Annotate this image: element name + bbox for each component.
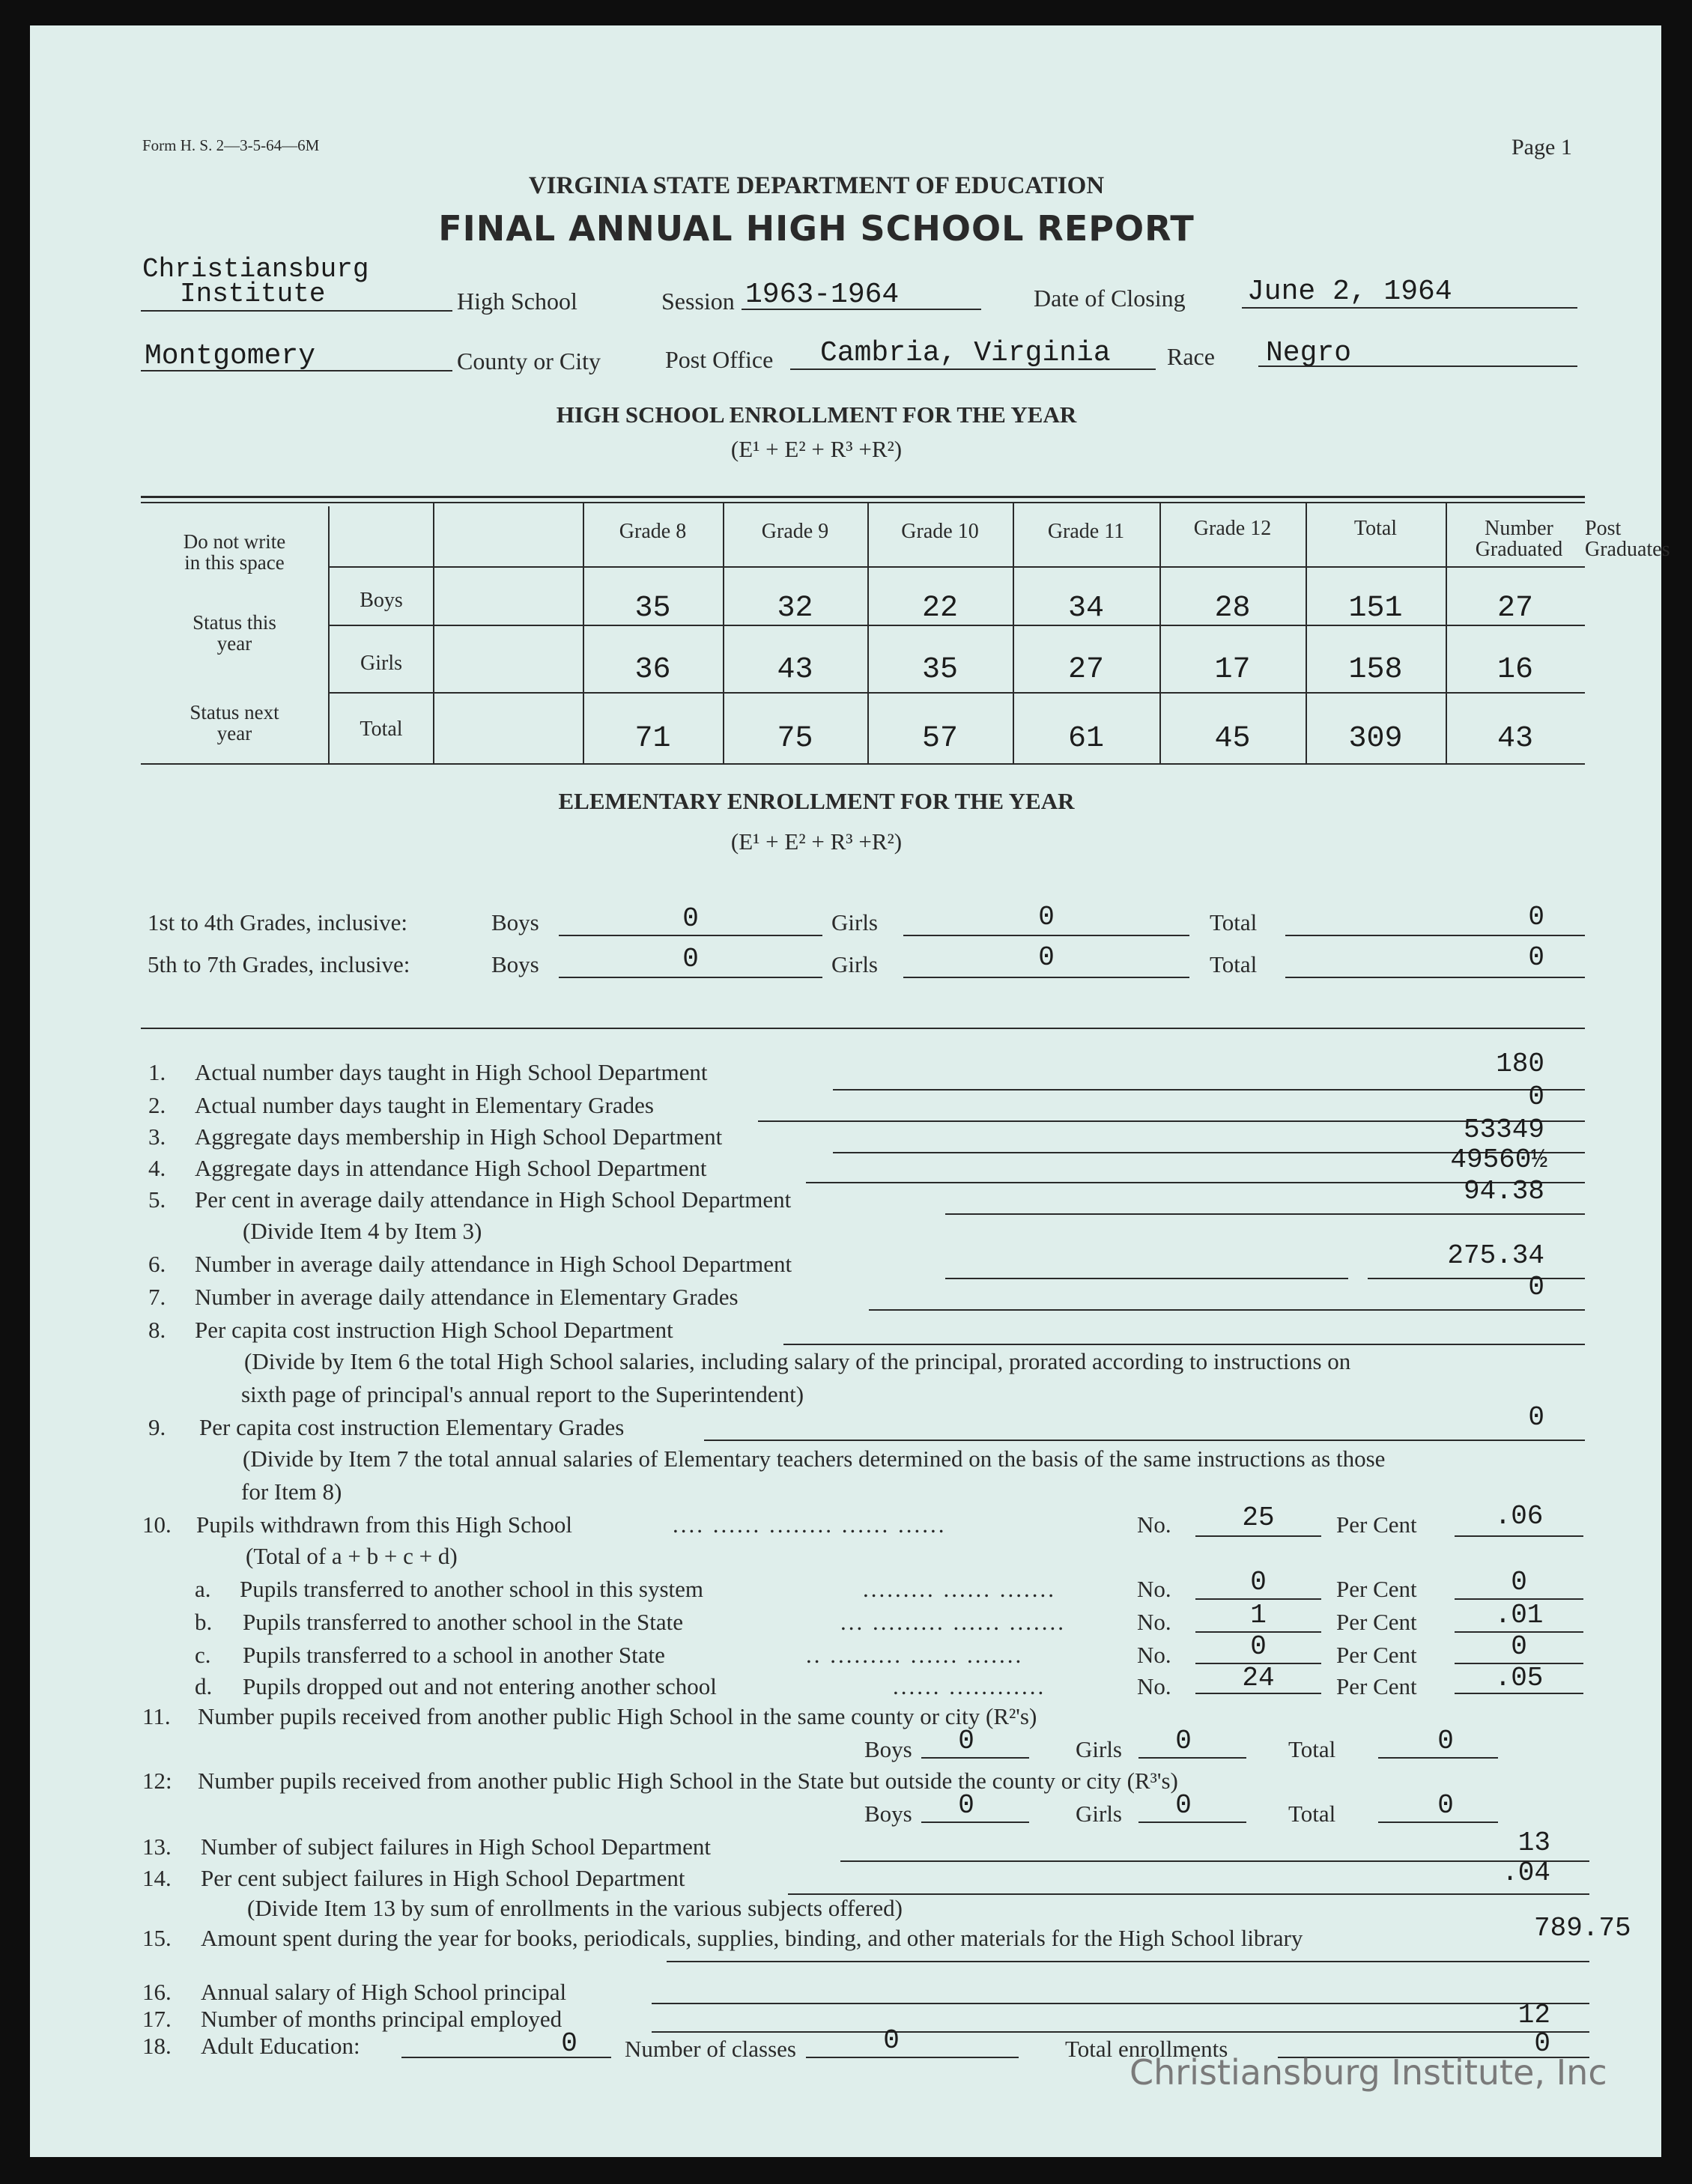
- elem-row1-girls-line: [903, 935, 1189, 936]
- item11-num: 11.: [142, 1703, 171, 1729]
- item8-num: 8.: [148, 1317, 166, 1343]
- item4-value: 49560½: [1450, 1144, 1547, 1175]
- item18-label: Adult Education:: [201, 2033, 360, 2059]
- item5-note: (Divide Item 4 by Item 3): [243, 1218, 482, 1244]
- total-total: 309: [1348, 722, 1403, 756]
- girls-total: 158: [1348, 653, 1403, 687]
- school-name-line1: Christiansburg: [142, 254, 369, 285]
- item8-note1: (Divide by Item 6 the total High School salaries, including salary of the principal, prorated according to instructions on: [244, 1348, 1351, 1374]
- item12-boys-label: Boys: [864, 1801, 912, 1827]
- item16-num: 16.: [142, 1979, 172, 2005]
- elem-row1-boys-label: Boys: [491, 909, 539, 935]
- item12-total-label: Total: [1288, 1801, 1336, 1827]
- item10b-label: Pupils transferred to another school in the State: [243, 1609, 684, 1635]
- elem-row1-boys: 0: [682, 903, 699, 934]
- item10-pc-line: [1455, 1535, 1583, 1537]
- elem-row1-boys-line: [559, 935, 822, 936]
- school-label: High School: [457, 288, 577, 315]
- item10c-no-label: No.: [1137, 1642, 1171, 1668]
- boys-grade-8: 35: [634, 592, 671, 625]
- item15-value: 789.75: [1534, 1913, 1631, 1944]
- section-divider: [141, 1028, 1585, 1029]
- item10c-letter: c.: [195, 1642, 211, 1668]
- item10d-dots: ...... ............: [893, 1673, 1046, 1699]
- girls-grade-11: 27: [1067, 653, 1104, 687]
- item9-label: Per capita cost instruction Elementary Grades: [199, 1414, 625, 1440]
- item10a-letter: a.: [195, 1576, 211, 1602]
- item10b-letter: b.: [195, 1609, 213, 1635]
- row-label-girls: Girls: [360, 652, 402, 675]
- elem-row2-girls: 0: [1038, 942, 1055, 973]
- side-note-line1: Do not write: [183, 530, 286, 553]
- elem-row2-boys-label: Boys: [491, 951, 539, 977]
- closing-underline: [1242, 307, 1577, 309]
- item10a-label: Pupils transferred to another school in this system: [240, 1576, 704, 1602]
- item10c-no-value: 0: [1250, 1631, 1267, 1662]
- row-label-boys: Boys: [360, 589, 403, 612]
- item10c-label: Pupils transferred to a school in another State: [243, 1642, 665, 1668]
- item18-enroll-value: 0: [1534, 2028, 1550, 2059]
- school-name-line2: Institute: [180, 279, 326, 309]
- item10d-no-value: 24: [1242, 1663, 1275, 1693]
- item1-value: 180: [1496, 1049, 1544, 1079]
- item12-total-line: [1378, 1821, 1498, 1823]
- item15-line: [667, 1961, 1589, 1962]
- item6-value: 275.34: [1447, 1240, 1544, 1271]
- item8-label: Per capita cost instruction High School Department: [195, 1317, 673, 1343]
- item15-num: 15.: [142, 1925, 172, 1951]
- col-grade-8: Grade 8: [619, 520, 687, 543]
- item10b-no-value: 1: [1250, 1600, 1267, 1631]
- girls-grade-9: 43: [777, 653, 813, 687]
- item8-note2: sixth page of principal's annual report to the Superintendent): [241, 1381, 804, 1407]
- item13-num: 13.: [142, 1833, 172, 1860]
- item3-value: 53349: [1463, 1114, 1544, 1145]
- department-heading: VIRGINIA STATE DEPARTMENT OF EDUCATION: [528, 172, 1105, 199]
- elem-enrollment-title: ELEMENTARY ENROLLMENT FOR THE YEAR: [558, 788, 1075, 814]
- item8-line: [783, 1344, 1585, 1345]
- item10-label: Pupils withdrawn from this High School: [196, 1511, 573, 1538]
- item10-note: (Total of a + b + c + d): [246, 1543, 458, 1569]
- item12-girls-label: Girls: [1076, 1801, 1122, 1827]
- item12-boys-value: 0: [958, 1790, 974, 1821]
- school-underline: [141, 310, 452, 312]
- col-grade-12: Grade 12: [1193, 517, 1272, 540]
- item14-note: (Divide Item 13 by sum of enrollments in the various subjects offered): [247, 1895, 903, 1921]
- item11-total-line: [1378, 1757, 1498, 1759]
- elem-row2-girls-line: [903, 977, 1189, 978]
- item10d-pc-value: .05: [1494, 1663, 1544, 1693]
- girls-grade-10: 35: [921, 653, 958, 687]
- item10c-dots: .. ......... ...... .......: [806, 1642, 1024, 1668]
- elem-enrollment-formula: (E¹ + E² + R³ +R²): [730, 828, 903, 855]
- item5-line: [945, 1213, 1585, 1215]
- item15-label: Amount spent during the year for books, periodicals, supplies, binding, and other materials for the High School library: [201, 1925, 1303, 1951]
- item7-line: [869, 1309, 1585, 1311]
- race-underline: [1258, 365, 1577, 367]
- item9-line: [704, 1440, 1585, 1441]
- item18-enroll-label: Total enrollments: [1065, 2036, 1228, 2062]
- row-label-total: Total: [360, 718, 403, 741]
- item9-num: 9.: [148, 1414, 166, 1440]
- boys-grade-9: 32: [777, 592, 813, 625]
- item10-no-value: 25: [1242, 1502, 1275, 1533]
- item10c-pc-value: 0: [1511, 1631, 1527, 1662]
- county-label: County or City: [457, 348, 601, 374]
- item10d-no-label: No.: [1137, 1673, 1171, 1699]
- item7-num: 7.: [148, 1284, 166, 1310]
- elem-row2-total: 0: [1528, 942, 1544, 973]
- item10c-pc-label: Per Cent: [1336, 1642, 1417, 1668]
- elem-row2-total-label: Total: [1210, 951, 1258, 977]
- item16-label: Annual salary of High School principal: [201, 1979, 567, 2005]
- county-value: Montgomery: [145, 340, 316, 372]
- girls-row-rule: [330, 692, 1585, 694]
- item7-label: Number in average daily attendance in Elementary Grades: [195, 1284, 739, 1310]
- item18-classes-line: [806, 2057, 1019, 2058]
- item10-pc-label: Per Cent: [1336, 1511, 1417, 1538]
- boys-grade-12: 28: [1214, 592, 1251, 625]
- item10-no-label: No.: [1137, 1511, 1171, 1538]
- item10d-letter: d.: [195, 1673, 213, 1699]
- item10a-pc-value: 0: [1511, 1567, 1527, 1598]
- item2-label: Actual number days taught in Elementary Grades: [195, 1092, 654, 1118]
- item3-num: 3.: [148, 1123, 166, 1150]
- table-top-rule-2: [141, 502, 1585, 503]
- item14-label: Per cent subject failures in High School Department: [201, 1865, 685, 1891]
- session-underline: [742, 309, 981, 310]
- col-total: Total: [1353, 517, 1398, 540]
- item6-line-left: [945, 1278, 1348, 1279]
- elem-row1-total-label: Total: [1210, 909, 1258, 935]
- item10-no-line: [1195, 1535, 1321, 1537]
- elem-row2-boys-line: [559, 977, 822, 978]
- item12-num: 12:: [142, 1768, 172, 1794]
- item11-total-label: Total: [1288, 1736, 1336, 1762]
- elem-row2-boys: 0: [682, 944, 699, 974]
- item17-label: Number of months principal employed: [201, 2006, 563, 2032]
- total-grade-11: 61: [1067, 722, 1104, 756]
- post-office-underline: [790, 368, 1156, 370]
- item18-num: 18.: [142, 2033, 172, 2059]
- boys-grade-10: 22: [921, 592, 958, 625]
- post-office-label: Post Office: [665, 346, 774, 373]
- col-grade-10: Grade 10: [901, 520, 979, 543]
- item13-value: 13: [1517, 1827, 1550, 1858]
- item11-boys-label: Boys: [864, 1736, 912, 1762]
- total-grade-8: 71: [634, 722, 671, 756]
- col-grade-9: Grade 9: [761, 520, 829, 543]
- item9-note1: (Divide by Item 7 the total annual salaries of Elementary teachers determined on the basis of the same instructions as those: [243, 1446, 1386, 1472]
- item7-value: 0: [1528, 1272, 1544, 1302]
- item10-pc-value: .06: [1494, 1501, 1544, 1532]
- form-code: Form H. S. 2—3-5-64—6M: [142, 136, 320, 154]
- item5-value: 94.38: [1463, 1176, 1544, 1207]
- col-graduated-line1: Number: [1485, 517, 1553, 540]
- elem-row2-total-line: [1285, 977, 1585, 978]
- status-next-line2: year: [216, 722, 252, 744]
- status-next-line1: Status next: [189, 701, 279, 724]
- hs-enrollment-title: HIGH SCHOOL ENROLLMENT FOR THE YEAR: [556, 401, 1077, 428]
- elem-row1-girls-label: Girls: [831, 909, 878, 935]
- table-bottom-rule: [141, 763, 1585, 765]
- item11-boys-line: [921, 1757, 1029, 1759]
- race-label: Race: [1167, 343, 1215, 370]
- watermark: Christiansburg Institute, Inc: [1129, 2052, 1607, 2093]
- item12-girls-line: [1138, 1821, 1246, 1823]
- side-note-line2: in this space: [184, 551, 285, 574]
- report-title: FINAL ANNUAL HIGH SCHOOL REPORT: [438, 208, 1195, 249]
- item2-value: 0: [1528, 1082, 1544, 1112]
- item9-note2: for Item 8): [241, 1478, 342, 1505]
- elem-row1-label: 1st to 4th Grades, inclusive:: [148, 909, 407, 935]
- item12-label: Number pupils received from another public High School in the State but outside the county or city (R³'s): [198, 1768, 1178, 1794]
- item11-label: Number pupils received from another public High School in the same county or city (R²'s): [198, 1703, 1037, 1729]
- item3-label: Aggregate days membership in High School Department: [195, 1123, 723, 1150]
- item18-classes-label: Number of classes: [625, 2036, 796, 2062]
- item17-value: 12: [1517, 2000, 1550, 2030]
- item11-total-value: 0: [1437, 1726, 1454, 1756]
- race-value: Negro: [1266, 337, 1352, 369]
- elem-row1-total-line: [1285, 935, 1585, 936]
- item5-label: Per cent in average daily attendance in High School Department: [195, 1186, 792, 1213]
- total-grade-10: 57: [921, 722, 958, 756]
- item12-boys-line: [921, 1821, 1029, 1823]
- col-graduated-line2: Graduated: [1475, 538, 1563, 561]
- item18-value: 0: [561, 2028, 577, 2059]
- status-this-line1: Status this: [192, 611, 276, 634]
- county-underline: [141, 370, 452, 371]
- item10b-no-label: No.: [1137, 1609, 1171, 1635]
- item10d-pc-label: Per Cent: [1336, 1673, 1417, 1699]
- item12-girls-value: 0: [1175, 1790, 1192, 1821]
- item11-girls-value: 0: [1175, 1726, 1192, 1756]
- col-grade-11: Grade 11: [1047, 520, 1125, 543]
- item18-classes-value: 0: [883, 2025, 900, 2056]
- item6-num: 6.: [148, 1251, 166, 1277]
- boys-total: 151: [1348, 592, 1403, 625]
- item10-dots: .... ...... ........ ...... ......: [673, 1511, 947, 1538]
- item14-num: 14.: [142, 1865, 172, 1891]
- item10a-no-value: 0: [1250, 1567, 1267, 1598]
- status-this-line2: year: [216, 632, 252, 655]
- item11-boys-value: 0: [958, 1726, 974, 1756]
- item10a-dots: ......... ...... .......: [863, 1576, 1056, 1602]
- item10b-pc-label: Per Cent: [1336, 1609, 1417, 1635]
- session-label: Session: [661, 288, 735, 315]
- report-page: Form H. S. 2—3-5-64—6M Page 1 VIRGINIA STATE DEPARTMENT OF EDUCATION FINAL ANNUAL HIGH SCHOOL REPORT Christiansburg Institute High School Session 1963-1964 Date of Closing June 2, 1964 Montgomery County or City Post Office Cambria, Virginia Race Negro HIGH SCHOOL ENROLLMENT FOR THE YEAR (E¹ + E² + R³ +R²) Do not write in this space Status this year Status next year Grade 8 Grade 9 Grade 10 Grade 11 Grade 12 Total Number Graduated Post Graduates Boys Girls Total 35 32 22 34 28 151 27 36 43 35 27 17 158 16 71 75 57 61 45 309 43 ELEMENTARY ENROLLMENT FOR THE YEAR (E¹ + E² + R³ +R²) 1st to 4th Grades, inclusive: Boys 0 Girls 0 Total 0 5th to 7th Grades, inclusive: Boys 0 Girls 0 Total 0 1. Actual number days taught in High School Department 180 2. Actual number days taught in Elementary Grades 0 3. Aggregate days membership in High School Department 53349 4. Aggregate days in attendance High School Department 49560½ 5. Per cent in average daily attendance in High School Department 94.38 (Divide Item 4 by Item 3) 6. Number in average daily attendance in High School Department 275.34 7. Number in average daily attendance in Elementary Grades 0 8. Per capita cost instruction High School Department (Divide by Item 6 the total High School salaries, including salary of the principal, prorated according to instructions on sixth page of principal's annual report to the Superintendent) 9. Per capita cost instruction Elementary Grades 0 (Divide by Item 7 the total annual salaries of Elementary teachers determined on the basis of the same instructions as those for Item 8) 10. Pupils withdrawn from this High School .... ...... ........ ...... ...... No. 25 Per Cent .06 (Total of a + b + c + d) a. Pupils transferred to another school in this system ......... ...... ....... No. 0 Per Cent 0 b. Pupils transferred to another school in the State ... ......... ...... ....... No. 1 Per Cent .01 c. Pupils transferred to a school in another State .. ......... ...... ....... No. 0 Per Cent 0 d. Pupils dropped out and not entering another school ...... ............ No. 24 Per Cent .05 11. Number pupils received from another public High School in the same county or city (R²'s) Boys 0 Girls 0 Total 0 12: Number pupils received from another public High School in the State but outside the county or city (R³'s) Boys 0 Girls 0 Total 0 13. Number of subject failures in High School Department 13 14. Per cent subject failures in High School Department .04 (Divide Item 13 by sum of enrollments in the various subjects offered) 15. Amount spent during the year for books, periodicals, supplies, binding, and other materials for the High School library 789.75 16. Annual salary of High School principal 17. Number of months principal employed 12 18. Adult Education: 0 Number of classes 0 Total enrollments 0 Christiansburg Institute, Inc: [30, 25, 1661, 2157]
- table-vline-label: [433, 503, 434, 765]
- item4-label: Aggregate days in attendance High School Department: [195, 1155, 707, 1181]
- girls-graduated: 16: [1497, 653, 1533, 687]
- item14-value: .04: [1502, 1857, 1550, 1888]
- item12-total-value: 0: [1437, 1790, 1454, 1821]
- total-grade-9: 75: [777, 722, 813, 756]
- total-graduated: 43: [1497, 722, 1533, 756]
- item5-num: 5.: [148, 1186, 166, 1213]
- page-number: Page 1: [1511, 135, 1572, 160]
- table-top-rule: [141, 496, 1585, 498]
- elem-row1-total: 0: [1528, 902, 1544, 932]
- session-value: 1963-1964: [745, 279, 900, 311]
- elem-row2-girls-label: Girls: [831, 951, 878, 977]
- closing-value: June 2, 1964: [1247, 276, 1452, 308]
- item1-num: 1.: [148, 1059, 166, 1085]
- post-office-value: Cambria, Virginia: [820, 337, 1111, 369]
- item10b-pc-value: .01: [1494, 1600, 1544, 1631]
- item10a-pc-label: Per Cent: [1336, 1576, 1417, 1602]
- hs-enrollment-formula: (E¹ + E² + R³ +R²): [730, 436, 903, 462]
- item11-girls-line: [1138, 1757, 1246, 1759]
- closing-label: Date of Closing: [1034, 285, 1186, 312]
- girls-grade-8: 36: [634, 653, 671, 687]
- item10-num: 10.: [142, 1511, 172, 1538]
- elem-row2-label: 5th to 7th Grades, inclusive:: [148, 951, 410, 977]
- item14-line: [788, 1893, 1589, 1895]
- item6-label: Number in average daily attendance in High School Department: [195, 1251, 792, 1277]
- item10b-dots: ... ......... ...... .......: [840, 1609, 1066, 1635]
- header-row-rule: [330, 566, 1585, 568]
- item10a-no-label: No.: [1137, 1576, 1171, 1602]
- item13-label: Number of subject failures in High School Department: [201, 1833, 711, 1860]
- elem-row1-girls: 0: [1038, 902, 1055, 932]
- item1-label: Actual number days taught in High School Department: [195, 1059, 708, 1085]
- item17-num: 17.: [142, 2006, 172, 2032]
- item11-girls-label: Girls: [1076, 1736, 1122, 1762]
- girls-grade-12: 17: [1214, 653, 1251, 687]
- item4-num: 4.: [148, 1155, 166, 1181]
- boys-graduated: 27: [1497, 592, 1533, 625]
- item10d-label: Pupils dropped out and not entering another school: [243, 1673, 717, 1699]
- boys-grade-11: 34: [1067, 592, 1104, 625]
- item9-value: 0: [1528, 1402, 1544, 1433]
- item2-num: 2.: [148, 1092, 166, 1118]
- total-grade-12: 45: [1214, 722, 1251, 756]
